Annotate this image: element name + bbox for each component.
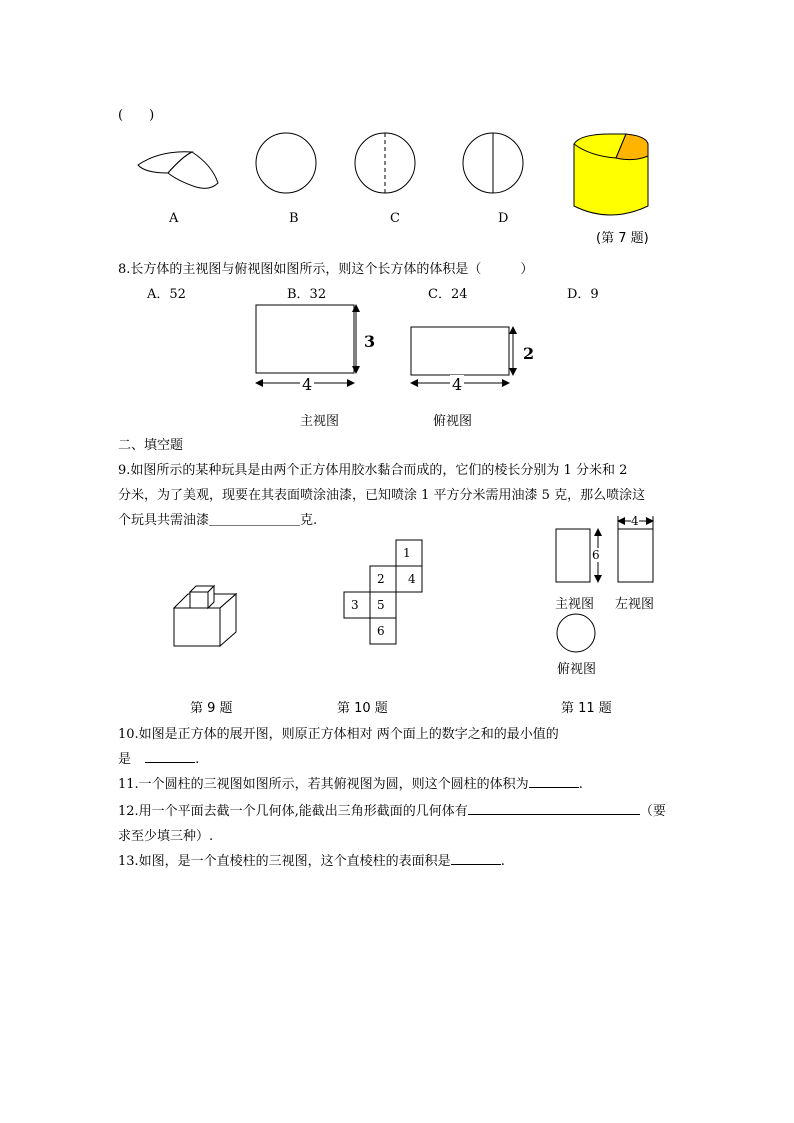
q8-option-a: A．52	[147, 287, 186, 302]
q10-stem-line-1: 10.如图是正方体的展开图，则原正方体相对 两个面上的数字之和的最小值的	[118, 727, 559, 742]
q11-side-width-label: 4	[631, 514, 639, 528]
q11-stem	[118, 773, 583, 792]
q9-line-1: 9.如图所示的某种玩具是由两个正方体用胶水黏合而成的，它们的棱长分别为 1 分米和 2	[118, 463, 628, 478]
q10-stem-line-2	[118, 748, 199, 767]
q7-option-d-figure	[462, 132, 526, 196]
q9-caption: 第 9 题	[190, 701, 233, 716]
q11-front-side-views	[552, 512, 662, 590]
q13-answer-blank[interactable]	[451, 852, 501, 865]
q10-answer-blank[interactable]	[145, 750, 195, 763]
q10-stem-prefix: 是	[118, 752, 132, 767]
q8-top-caption: 俯视图	[433, 414, 473, 429]
section-2-title: 二、填空题	[118, 438, 184, 453]
q10-caption: 第 10 题	[337, 701, 388, 716]
q7-option-c-label: C	[390, 211, 400, 226]
q10-net-face-2: 2	[377, 572, 385, 586]
q8-top-width-label: 4	[452, 375, 463, 394]
q7-figure-caption: (第 7 题)	[596, 231, 649, 246]
q7-option-a-label: A	[169, 211, 179, 226]
q9-line-3: 个玩具共需油漆＿＿＿＿＿＿＿克.	[118, 513, 318, 528]
q11-front-caption: 主视图	[555, 597, 595, 612]
q11-top-view-circle	[556, 613, 598, 655]
q8-front-caption: 主视图	[300, 414, 340, 429]
q12-stem-suffix: （要	[639, 804, 666, 819]
q8-front-height-label: 3	[364, 332, 376, 351]
q7-option-c-figure	[354, 132, 418, 196]
q7-option-b-figure	[255, 132, 319, 196]
q11-top-caption: 俯视图	[557, 662, 597, 677]
q11-caption: 第 11 题	[561, 701, 612, 716]
q11-front-height-label: 6	[592, 548, 600, 562]
q7-option-a-figure	[130, 145, 225, 195]
q8-top-height-label: 2	[523, 344, 535, 363]
q10-net-face-3: 3	[351, 598, 359, 612]
q8-option-b: B．32	[287, 287, 327, 302]
q13-stem	[118, 850, 505, 869]
q12-line-1	[118, 800, 666, 819]
q7-option-b-label: B	[289, 211, 299, 226]
q7-answer-paren: ( )	[118, 108, 155, 123]
q13-stem-suffix: .	[500, 854, 505, 869]
q8-option-c: C．24	[428, 287, 468, 302]
q10-net-face-5: 5	[377, 598, 385, 612]
q8-front-width-label: 4	[302, 375, 313, 394]
q8-top-view	[405, 322, 525, 400]
q12-line-2: 求至少填三种）.	[118, 829, 214, 844]
q11-side-caption: 左视图	[615, 597, 655, 612]
q8-stem: 8.长方体的主视图与俯视图如图所示，则这个长方体的体积是（ ）	[118, 262, 534, 277]
q13-stem-prefix: 13.如图，是一个直棱柱的三视图，这个直棱柱的表面积是	[118, 854, 451, 869]
q8-front-view	[250, 300, 380, 400]
q12-stem-prefix: 12.用一个平面去截一个几何体,能截出三角形截面的几何体有	[118, 804, 468, 819]
q9-cubes-figure	[170, 578, 245, 650]
q12-answer-blank[interactable]	[468, 802, 640, 815]
q11-answer-blank[interactable]	[529, 775, 579, 788]
q10-net-face-1: 1	[403, 546, 411, 560]
q10-stem-suffix: .	[195, 752, 200, 767]
q10-net-face-6: 6	[377, 624, 385, 638]
q11-stem-suffix: .	[578, 777, 583, 792]
q10-net-face-4: 4	[408, 572, 416, 586]
q8-option-d: D．9	[567, 287, 599, 302]
q7-option-d-label: D	[498, 211, 509, 226]
q7-cylinder-figure	[570, 128, 654, 222]
q9-line-2: 分米，为了美观，现要在其表面喷涂油漆，已知喷涂 1 平方分米需用油漆 5 克，那么喷涂这	[118, 488, 646, 503]
q11-stem-prefix: 11.一个圆柱的三视图如图所示，若其俯视图为圆，则这个圆柱的体积为	[118, 777, 529, 792]
